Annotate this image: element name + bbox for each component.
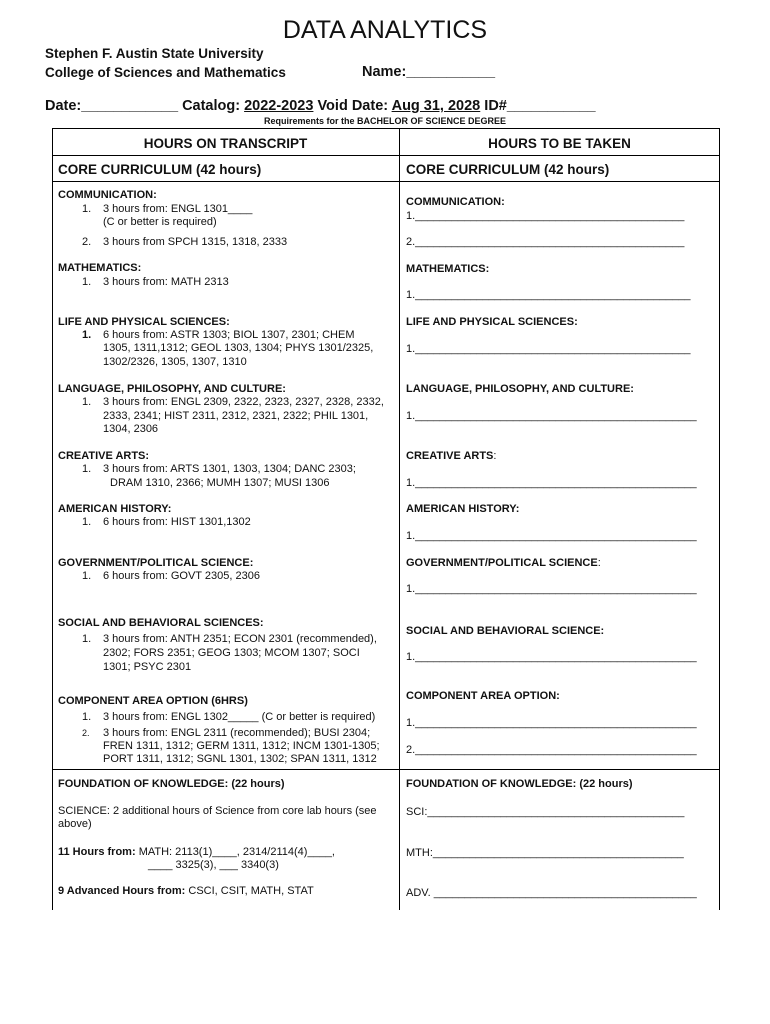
right-comp-title: COMPONENT AREA OPTION: — [406, 690, 560, 702]
void-label: Void Date: — [313, 98, 392, 114]
catalog-value: 2022-2023 — [244, 98, 314, 114]
date-field[interactable]: Date:____________ — [45, 98, 179, 114]
left-11-hours-line-b: ____ 3325(3), ___ 3340(3) — [148, 859, 279, 871]
advanced-label: 9 Advanced Hours from: — [58, 885, 186, 897]
void-date-value: Aug 31, 2028 — [391, 98, 481, 114]
left-gov-item-1: 6 hours from: GOVT 2305, 2306 — [103, 570, 260, 582]
table-center-border — [399, 128, 400, 910]
right-soc-field-1[interactable]: 1.______________________________________________ — [406, 651, 697, 663]
left-comp-item-2a: 3 hours from: ENGL 2311 (recommended); BUSI 2304; — [103, 727, 371, 739]
right-adv-field[interactable]: ADV. ___________________________________________ — [406, 887, 697, 899]
left-comp-item-2b: FREN 1311, 1312; GERM 1311, 1312; INCM 1301-1305; — [103, 740, 380, 752]
right-math-title: MATHEMATICS: — [406, 263, 490, 275]
list-number: 1. — [82, 711, 92, 723]
right-hist-field-1[interactable]: 1.______________________________________________ — [406, 530, 697, 542]
left-lang-item-1b: 2333, 2341; HIST 2311, 2312, 2321, 2322; PHIL 1301, — [103, 410, 369, 422]
right-arts-field-1[interactable]: 1.______________________________________________ — [406, 477, 697, 489]
catalog-label: Catalog: — [182, 98, 245, 114]
core-divider — [52, 181, 719, 182]
list-number: 1. — [82, 329, 92, 341]
left-gov-title: GOVERNMENT/POLITICAL SCIENCE: — [58, 557, 254, 569]
right-arts-colon: : — [493, 450, 497, 462]
right-comm-field-2[interactable]: 2.____________________________________________ — [406, 236, 685, 248]
foundation-divider — [52, 769, 719, 770]
left-comm-item-1: 3 hours from: ENGL 1301____ — [103, 203, 253, 215]
table-left-border — [52, 128, 53, 910]
right-lang-title: LANGUAGE, PHILOSOPHY, AND CULTURE: — [406, 383, 634, 395]
left-life-item-1a: 6 hours from: ASTR 1303; BIOL 1307, 2301; CHEM — [103, 329, 355, 341]
left-comp-item-1: 3 hours from: ENGL 1302_____ (C or better is required) — [103, 711, 376, 723]
right-hist-title: AMERICAN HISTORY: — [406, 503, 520, 515]
right-comp-field-1[interactable]: 1.______________________________________________ — [406, 717, 697, 729]
college-name: College of Sciences and Mathematics — [45, 65, 286, 80]
left-life-item-1b: 1305, 1311,1312; GEOL 1303, 1304; PHYS 1301/2325, — [103, 342, 374, 354]
left-advanced-line — [58, 885, 314, 899]
right-gov-colon: : — [597, 557, 601, 569]
left-comm-title: COMMUNICATION: — [58, 189, 157, 201]
hours-11-value: MATH: 2113(1)____, 2314/2114(4)____, — [135, 846, 335, 858]
list-number: 1. — [82, 570, 92, 582]
left-science-line-a: SCIENCE: 2 additional hours of Science from core lab hours (see — [58, 805, 377, 817]
list-number: 1. — [82, 276, 92, 288]
left-comp-item-2c: PORT 1311, 1312; SGNL 1301, 1302; SPAN 1311, 1312 — [103, 753, 377, 765]
core-right-title: CORE CURRICULUM (42 hours) — [406, 162, 610, 177]
right-life-field-1[interactable]: 1._____________________________________________ — [406, 343, 691, 355]
left-11-hours-line — [58, 846, 335, 860]
right-gov-label: GOVERNMENT/POLITICAL SCIENCE — [406, 557, 598, 569]
left-life-title: LIFE AND PHYSICAL SCIENCES: — [58, 316, 230, 328]
right-gov-title — [406, 557, 601, 569]
table-top-border — [52, 128, 719, 129]
right-sci-field[interactable]: SCI:__________________________________________ — [406, 806, 685, 818]
left-comm-item-1-note: (C or better is required) — [103, 216, 217, 228]
left-soc-item-1a: 3 hours from: ANTH 2351; ECON 2301 (recommended), — [103, 633, 377, 645]
right-lang-field-1[interactable]: 1.______________________________________________ — [406, 410, 697, 422]
left-math-title: MATHEMATICS: — [58, 262, 142, 274]
hours-11-label: 11 Hours from: — [58, 846, 136, 858]
right-arts-label: CREATIVE ARTS — [406, 450, 494, 462]
col-header-to-be-taken: HOURS TO BE TAKEN — [488, 136, 631, 151]
left-life-item-1c: 1302/2326, 1305, 1307, 1310 — [103, 356, 247, 368]
left-arts-title: CREATIVE ARTS: — [58, 450, 150, 462]
list-number: 2. — [82, 728, 90, 738]
right-life-title: LIFE AND PHYSICAL SCIENCES: — [406, 316, 578, 328]
list-number: 1. — [82, 396, 92, 408]
left-comp-title: COMPONENT AREA OPTION (6HRS) — [58, 695, 248, 707]
list-number: 2. — [82, 236, 92, 248]
right-comp-field-2[interactable]: 2.______________________________________________ — [406, 744, 697, 756]
table-header-divider — [52, 155, 719, 156]
right-comm-title: COMMUNICATION: — [406, 196, 505, 208]
right-mth-field[interactable]: MTH:_________________________________________ — [406, 847, 684, 859]
left-foundation-title: FOUNDATION OF KNOWLEDGE: (22 hours) — [58, 778, 285, 790]
left-comm-item-2: 3 hours from SPCH 1315, 1318, 2333 — [103, 236, 288, 248]
left-lang-item-1a: 3 hours from: ENGL 2309, 2322, 2323, 2327, 2328, 2332, — [103, 396, 384, 408]
left-hist-title: AMERICAN HISTORY: — [58, 503, 172, 515]
left-lang-item-1c: 1304, 2306 — [103, 423, 159, 435]
id-field[interactable]: ID#___________ — [480, 98, 596, 114]
list-number: 1. — [82, 463, 92, 475]
left-science-line-b: above) — [58, 818, 92, 830]
left-soc-item-1b: 2302; FORS 2351; GEOG 1303; MCOM 1307; SOCI — [103, 647, 360, 659]
advanced-value: CSCI, CSIT, MATH, STAT — [185, 885, 314, 897]
left-soc-title: SOCIAL AND BEHAVIORAL SCIENCES: — [58, 617, 264, 629]
left-math-item-1: 3 hours from: MATH 2313 — [103, 276, 229, 288]
date-catalog-line — [45, 98, 596, 114]
right-gov-field-1[interactable]: 1.______________________________________________ — [406, 583, 697, 595]
page-title: DATA ANALYTICS — [282, 16, 488, 44]
name-field[interactable]: Name:___________ — [362, 64, 496, 80]
list-number: 1. — [82, 633, 92, 645]
left-arts-item-1a: 3 hours from: ARTS 1301, 1303, 1304; DANC 2303; — [103, 463, 356, 475]
col-header-transcript: HOURS ON TRANSCRIPT — [143, 136, 308, 151]
left-arts-item-1b: DRAM 1310, 2366; MUMH 1307; MUSI 1306 — [110, 477, 330, 489]
requirements-caption: Requirements for the BACHELOR OF SCIENCE DEGREE — [263, 116, 507, 126]
list-number: 1. — [82, 203, 92, 215]
core-left-title: CORE CURRICULUM (42 hours) — [58, 162, 262, 177]
right-arts-title — [406, 450, 496, 462]
table-right-border — [719, 128, 720, 910]
left-lang-title: LANGUAGE, PHILOSOPHY, AND CULTURE: — [58, 383, 286, 395]
list-number: 1. — [82, 516, 92, 528]
right-math-field-1[interactable]: 1._____________________________________________ — [406, 289, 691, 301]
right-foundation-title: FOUNDATION OF KNOWLEDGE: (22 hours) — [406, 778, 633, 790]
right-comm-field-1[interactable]: 1.____________________________________________ — [406, 210, 685, 222]
right-soc-title: SOCIAL AND BEHAVIORAL SCIENCE: — [406, 625, 605, 637]
left-hist-item-1: 6 hours from: HIST 1301,1302 — [103, 516, 251, 528]
left-soc-item-1c: 1301; PSYC 2301 — [103, 661, 192, 673]
university-name: Stephen F. Austin State University — [45, 46, 264, 61]
